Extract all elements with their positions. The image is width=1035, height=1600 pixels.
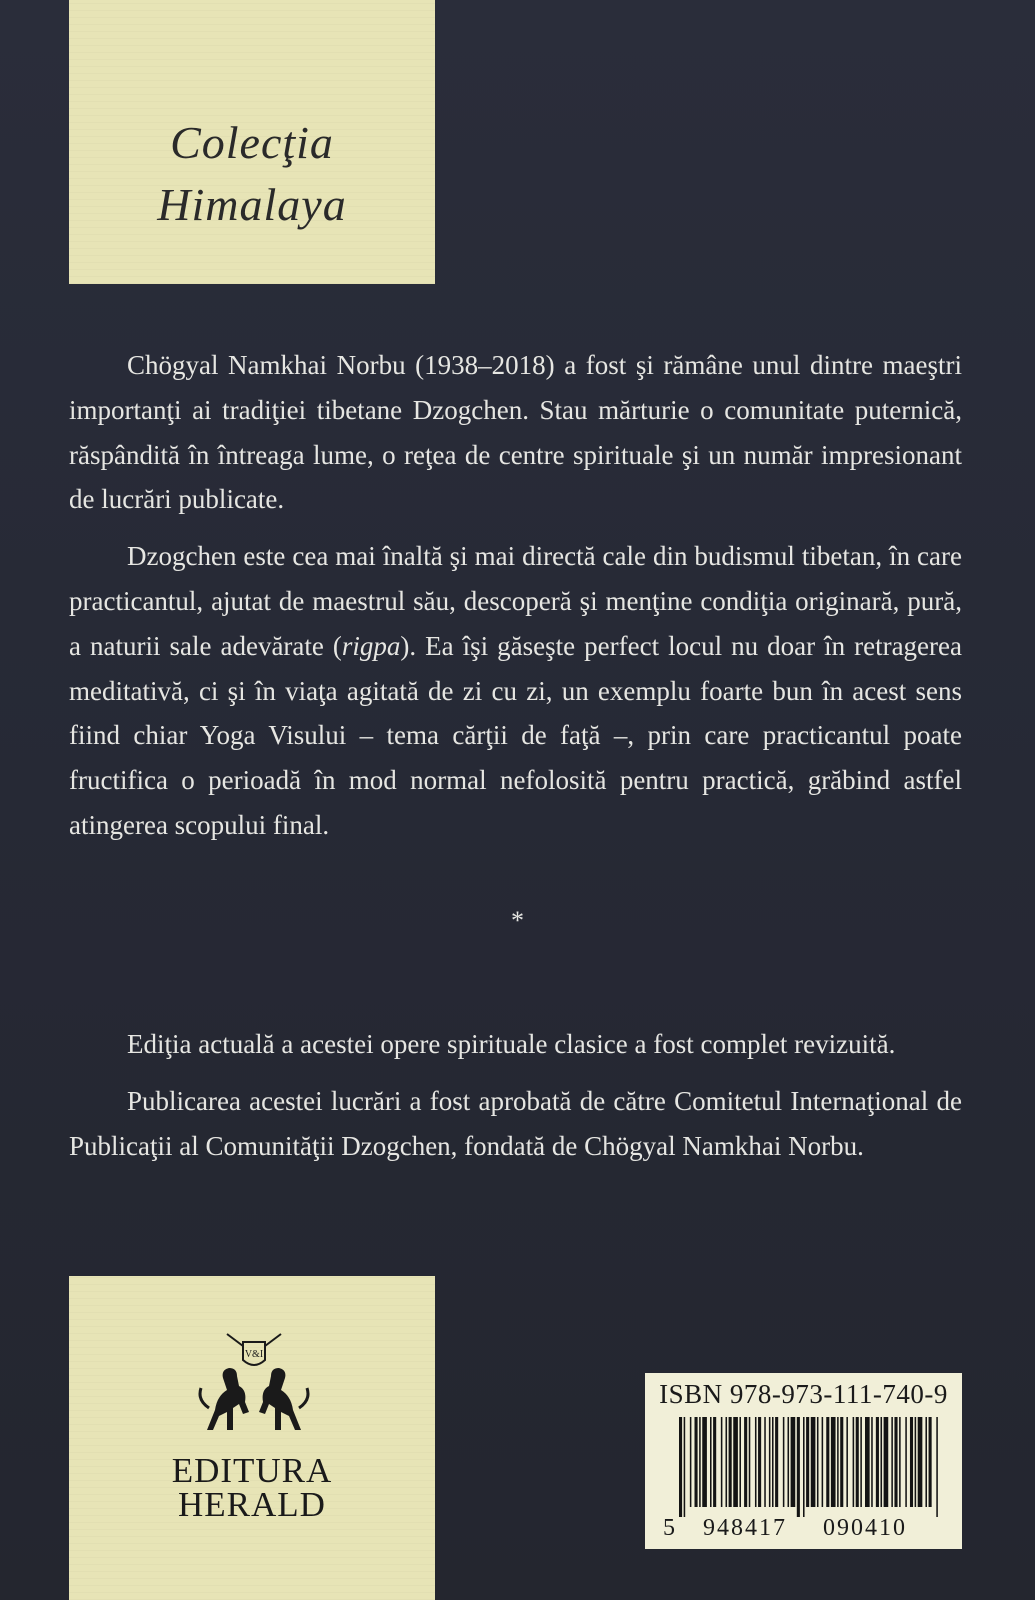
barcode-panel xyxy=(645,1373,962,1549)
barcode-bar xyxy=(797,1417,800,1517)
barcode-bar xyxy=(840,1417,843,1507)
barcode-bar xyxy=(826,1417,829,1507)
barcode-bar xyxy=(860,1417,862,1507)
collection-title xyxy=(69,112,435,236)
barcode-bar xyxy=(721,1417,723,1507)
barcode-bar xyxy=(713,1417,716,1507)
barcode-bar xyxy=(884,1417,889,1507)
barcode-bar xyxy=(699,1417,701,1507)
barcode-bar xyxy=(894,1417,897,1507)
barcode-bar xyxy=(695,1417,698,1507)
logo-monogram: V&I xyxy=(244,1349,264,1360)
barcode-bar xyxy=(758,1417,761,1507)
edition-note-2: Publicarea acestei lucrări a fost aprobată de către Comitetul Internaţional de Publicaţii al Comunităţii Dzogchen, fondată de Chögyal Namkhai Norbu. xyxy=(69,1085,962,1161)
description-paragraph-1: Chögyal Namkhai Norbu (1938–2018) a fost şi rămâne unul dintre maeştri importanţi ai tradiţiei tibetane Dzogchen. Stau mărturie o comunitate puternică, răspândită în întreaga lume, o reţea de centre spirituale şi un număr impresionant de lucrări publicate. xyxy=(69,350,962,515)
barcode-bar xyxy=(929,1417,932,1507)
barcode-bar xyxy=(729,1417,732,1507)
barcode-bar xyxy=(837,1417,839,1507)
barcode-bar xyxy=(749,1417,751,1507)
section-separator: * xyxy=(511,906,524,935)
publisher-logo-icon xyxy=(187,1330,321,1440)
isbn-label: ISBN 978-973-111-740-9 xyxy=(659,1379,948,1409)
barcode-bar xyxy=(769,1417,771,1507)
barcode-bar xyxy=(764,1417,766,1507)
barcode-bar xyxy=(918,1417,923,1507)
barcode-bar xyxy=(726,1417,728,1507)
rigpa-term: rigpa xyxy=(341,630,401,661)
barcode-bar xyxy=(936,1417,938,1517)
barcode-bar xyxy=(803,1417,805,1517)
barcode-bar xyxy=(791,1417,796,1507)
description-paragraph-2-start: Dzogchen este cea mai înaltă şi mai directă cale din budismul tibetan, în care practicantul, ajutat de maestrul său, descoperă şi menţine condiţia originară, pură, a naturii sale adevărate ( xyxy=(69,541,962,661)
barcode-bar xyxy=(865,1417,870,1507)
barcode-bar xyxy=(925,1417,927,1507)
barcode-bar xyxy=(891,1417,893,1507)
barcode-bar xyxy=(755,1417,757,1507)
barcode-bar xyxy=(871,1417,873,1507)
publisher-name-line1: EDITURA xyxy=(171,1451,333,1490)
barcode-bar xyxy=(744,1417,747,1507)
barcode-bar xyxy=(690,1417,692,1507)
barcode-bar xyxy=(783,1417,785,1507)
barcode-bar xyxy=(684,1417,686,1517)
barcode-bar xyxy=(739,1417,741,1507)
collection-title-line1: Colecţia xyxy=(170,117,334,168)
barcode-bar xyxy=(856,1417,859,1507)
barcode-bar xyxy=(915,1417,917,1507)
barcode-bar xyxy=(733,1417,738,1507)
barcode-bar xyxy=(702,1417,707,1507)
barcode-bar xyxy=(846,1417,848,1507)
edition-note-1: Ediţia actuală a acestei opere spirituale clasice a fost complet revizuită. xyxy=(127,1029,896,1059)
description-text xyxy=(69,343,962,860)
collection-title-line2: Himalaya xyxy=(157,179,347,230)
barcode-bar xyxy=(822,1417,824,1507)
barcode-bar xyxy=(899,1417,901,1507)
barcode-bar xyxy=(788,1417,790,1507)
barcode-bar xyxy=(811,1417,816,1507)
publisher-panel xyxy=(69,1276,435,1600)
publisher-name xyxy=(69,1451,435,1524)
barcode-bar xyxy=(910,1417,913,1507)
description-paragraph-2-end: ). Ea îşi găseşte perfect locul nu doar în retragerea meditativă, ci şi în viaţa agitată de zi cu zi, un exemplu foarte bun în acest sens fiind chiar Yoga Visului – tema cărţii de faţă –, prin care practicantul poate fructifica o perioadă în mod normal nefolosită pentru practică, grăbind astfel atingerea scopului final. xyxy=(69,630,962,840)
barcode-bars xyxy=(679,1417,938,1517)
barcode-bar xyxy=(831,1417,836,1507)
barcode-bar xyxy=(881,1417,883,1507)
barcode-bar xyxy=(905,1417,907,1507)
description-paragraph-2 xyxy=(69,534,962,848)
barcode-bar xyxy=(853,1417,855,1507)
collection-panel xyxy=(69,0,435,284)
barcode-bar xyxy=(806,1417,809,1507)
barcode-bar xyxy=(772,1417,774,1507)
barcode-bar xyxy=(817,1417,819,1507)
publisher-name-line2: HERALD xyxy=(178,1485,326,1524)
barcode-bar xyxy=(679,1417,682,1517)
barcode-icon xyxy=(659,1417,949,1541)
edition-notes xyxy=(69,1022,962,1180)
barcode-bar xyxy=(876,1417,879,1507)
barcode-digits-left: 948417 xyxy=(703,1515,787,1541)
barcode-bar xyxy=(710,1417,712,1507)
barcode-bar xyxy=(775,1417,778,1507)
barcode-digits-right: 090410 xyxy=(823,1515,907,1541)
barcode-digit-prefix: 5 xyxy=(663,1515,675,1541)
